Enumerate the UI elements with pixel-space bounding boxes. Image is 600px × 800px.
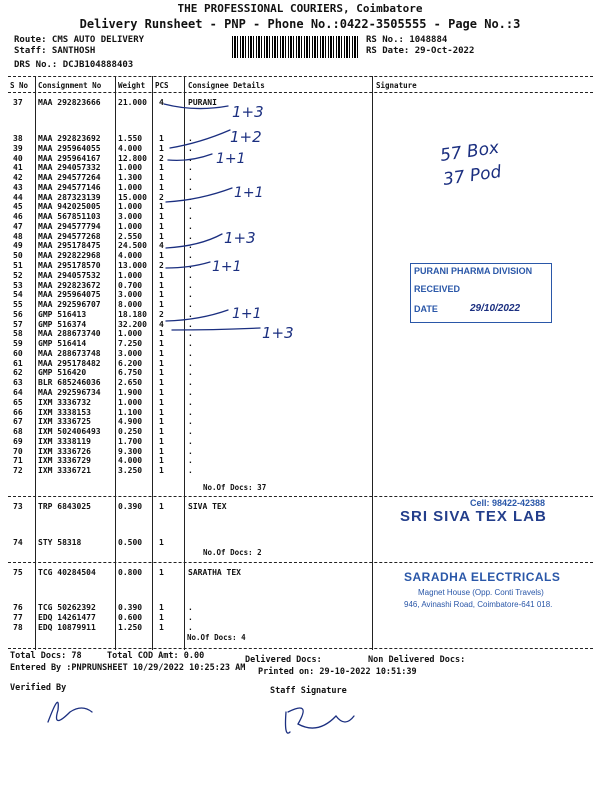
sno-cell: 39: [13, 143, 23, 153]
saradha-stamp-line1: Magnet House (Opp. Conti Travels): [418, 588, 544, 597]
sno-cell: 57: [13, 319, 23, 329]
pcs-cell: 1: [159, 417, 164, 427]
sno-cell: 67: [13, 417, 23, 427]
delivered-docs: Delivered Docs:: [245, 655, 322, 665]
verified-by-label: Verified By: [10, 683, 67, 693]
weight-cell: 32.200: [118, 319, 147, 329]
sno-cell: 75: [13, 568, 23, 577]
consignment-cell: MAA 292823672: [38, 280, 101, 290]
sno-cell: 63: [13, 378, 23, 388]
purani-date-label: DATE: [414, 304, 438, 314]
drs-number: DRS No.: DCJB104888403: [14, 60, 134, 70]
weight-cell: 9.300: [118, 446, 143, 456]
pcs-cell: 1: [159, 202, 164, 212]
weight-cell: 15.000: [118, 192, 147, 202]
consignee-cell: .: [188, 623, 193, 632]
consignee-cell: .: [188, 603, 193, 612]
annotation-text: 1+1: [234, 185, 264, 201]
pcs-cell: 1: [159, 538, 164, 547]
consignment-cell: MAA 295178475: [38, 241, 101, 251]
weight-cell: 1.000: [118, 163, 143, 173]
consignee-cell: .: [188, 339, 193, 349]
weight-cell: 1.550: [118, 134, 143, 143]
weight-cell: 6.750: [118, 368, 143, 378]
weight-cell: 18.180: [118, 309, 147, 319]
consignment-cell: MAA 292596707: [38, 300, 101, 310]
consignee-cell: .: [188, 407, 193, 417]
pcs-cell: 1: [159, 251, 164, 261]
pcs-cell: 2: [159, 309, 164, 319]
weight-cell: 0.390: [118, 502, 143, 511]
sno-cell: 37: [13, 98, 23, 107]
printed-on: Printed on: 29-10-2022 10:51:39: [258, 667, 417, 677]
pcs-cell: 1: [159, 623, 164, 632]
weight-cell: 1.100: [118, 407, 143, 417]
weight-cell: 24.500: [118, 241, 147, 251]
weight-cell: 0.600: [118, 613, 143, 622]
consignee-cell: .: [188, 348, 193, 358]
consignee-cell: .: [188, 173, 193, 183]
consignment-cell: MAA 295178482: [38, 358, 101, 368]
pcs-cell: 1: [159, 182, 164, 192]
pen-stroke: [170, 130, 230, 148]
sno-cell: 62: [13, 368, 23, 378]
consignment-cell: MAA 294057532: [38, 270, 101, 280]
consignment-cell: GMP 516414: [38, 339, 87, 349]
pcs-cell: 1: [159, 378, 164, 388]
pcs-cell: 1: [159, 173, 164, 183]
sno-cell: 70: [13, 446, 23, 456]
annotation-text: 1+1: [216, 151, 246, 167]
consignment-cell: MAA 292822968: [38, 251, 101, 261]
consignee-cell: .: [188, 251, 193, 261]
pcs-cell: 1: [159, 221, 164, 231]
weight-cell: 1.000: [118, 221, 143, 231]
consignment-cell: IXM 3336721: [38, 466, 91, 476]
consignee-cell: SIVA TEX: [188, 502, 227, 511]
annotation-text: 1+1: [232, 306, 262, 322]
sno-cell: 72: [13, 466, 23, 476]
consignee-cell: .: [188, 300, 193, 310]
pcs-cell: 1: [159, 388, 164, 398]
pcs-cell: 1: [159, 436, 164, 446]
sno-cell: 53: [13, 280, 23, 290]
consignment-cell: MAA 288673748: [38, 348, 101, 358]
header-weight: Weight: [118, 81, 146, 90]
consignee-cell: .: [188, 613, 193, 622]
sno-cell: 73: [13, 502, 23, 511]
header-signature: Signature: [376, 81, 417, 90]
header-pcs: PCS: [155, 81, 169, 90]
sno-cell: 64: [13, 388, 23, 398]
consignee-cell: .: [188, 309, 193, 319]
consignment-cell: MAA 288673740: [38, 329, 101, 339]
consignment-cell: GMP 516374: [38, 319, 87, 329]
consignee-cell: .: [188, 388, 193, 398]
weight-cell: 2.650: [118, 378, 143, 388]
sno-cell: 46: [13, 212, 23, 222]
pcs-cell: 1: [159, 143, 164, 153]
consignment-cell: STY 58318: [38, 538, 82, 547]
consignee-cell: .: [188, 231, 193, 241]
consignment-cell: MAA 294057332: [38, 163, 101, 173]
saradha-stamp-line2: 946, Avinashi Road, Coimbatore-641 018.: [404, 600, 553, 609]
consignee-cell: .: [188, 329, 193, 339]
consignment-cell: MAA 294577794: [38, 221, 101, 231]
sno-cell: 50: [13, 251, 23, 261]
consignment-cell: BLR 685246036: [38, 378, 101, 388]
sno-cell: 77: [13, 613, 23, 622]
consignee-cell: .: [188, 182, 193, 192]
pcs-cell: 2: [159, 261, 164, 270]
annotation-note: 57 Box: [438, 137, 501, 166]
consignment-cell: IXM 502406493: [38, 427, 101, 437]
route-label: Route: CMS AUTO DELIVERY: [14, 35, 145, 45]
pen-stroke: [166, 310, 228, 321]
pcs-cell: 1: [159, 270, 164, 280]
weight-cell: 0.390: [118, 603, 143, 612]
consignee-cell: .: [188, 417, 193, 427]
pen-stroke: [166, 231, 222, 251]
consignee-cell: .: [188, 446, 193, 456]
consignee-cell: .: [188, 202, 193, 212]
pcs-cell: 1: [159, 427, 164, 437]
docs-count: No.Of Docs: 4: [187, 633, 246, 642]
consignee-cell: .: [188, 436, 193, 446]
consignment-cell: MAA 295178570: [38, 261, 101, 270]
consignee-cell: .: [188, 378, 193, 388]
consignee-cell: .: [188, 212, 193, 222]
consignment-cell: MAA 294577268: [38, 231, 101, 241]
saradha-stamp-name: SARADHA ELECTRICALS: [404, 570, 561, 584]
pcs-cell: 1: [159, 613, 164, 622]
weight-cell: 3.000: [118, 212, 143, 222]
sno-cell: 76: [13, 603, 23, 612]
weight-cell: 21.000: [118, 98, 147, 107]
sno-cell: 44: [13, 192, 23, 202]
consignee-cell: .: [188, 427, 193, 437]
pen-stroke: [164, 104, 228, 109]
sno-cell: 65: [13, 397, 23, 407]
consignee-cell: .: [188, 358, 193, 368]
consignment-cell: MAA 295964167: [38, 153, 101, 163]
rs-date: RS Date: 29-Oct-2022: [366, 46, 475, 56]
weight-cell: 7.250: [118, 339, 143, 349]
header-consignee: Consignee Details: [188, 81, 265, 90]
consignment-cell: TCG 50262392: [38, 603, 96, 612]
pcs-cell: 1: [159, 568, 164, 577]
entered-by: Entered By :PNPRUNSHEET 10/29/2022 10:25:23 AM: [10, 663, 246, 673]
weight-cell: 4.000: [118, 456, 143, 466]
sno-cell: 56: [13, 309, 23, 319]
pcs-cell: 1: [159, 134, 164, 143]
header-sno: S No: [10, 81, 29, 90]
consignment-cell: IXM 3336729: [38, 456, 91, 466]
pcs-cell: 1: [159, 358, 164, 368]
pcs-cell: 1: [159, 300, 164, 310]
consignment-cell: IXM 3338119: [38, 436, 91, 446]
staff-signature-label: Staff Signature: [270, 686, 347, 696]
pcs-cell: 4: [159, 241, 164, 251]
annotation-text: 1+2: [230, 128, 262, 146]
sno-cell: 71: [13, 456, 23, 466]
pcs-cell: 1: [159, 290, 164, 300]
total-docs: Total Docs: 78: [10, 651, 82, 661]
weight-cell: 1.000: [118, 329, 143, 339]
consignment-cell: MAA 295964055: [38, 143, 101, 153]
docs-count: No.Of Docs: 2: [203, 548, 262, 557]
sno-cell: 68: [13, 427, 23, 437]
pcs-cell: 1: [159, 368, 164, 378]
pcs-cell: 1: [159, 397, 164, 407]
weight-cell: 8.000: [118, 300, 143, 310]
non-delivered-docs: Non Delivered Docs:: [368, 655, 466, 665]
consignment-cell: MAA 294577264: [38, 173, 101, 183]
weight-cell: 1.700: [118, 436, 143, 446]
annotation-text: 1+3: [224, 229, 256, 247]
weight-cell: 1.000: [118, 270, 143, 280]
pcs-cell: 1: [159, 407, 164, 417]
pcs-cell: 2: [159, 192, 164, 202]
docs-count: No.Of Docs: 37: [203, 483, 267, 492]
consignee-cell: .: [188, 466, 193, 476]
consignee-cell: .: [188, 368, 193, 378]
weight-cell: 1.000: [118, 202, 143, 212]
consignee-cell: .: [188, 163, 193, 173]
consignee-cell: .: [188, 280, 193, 290]
sno-cell: 60: [13, 348, 23, 358]
report-subtitle: Delivery Runsheet - PNP - Phone No.:0422-3505555 - Page No.:3: [79, 17, 521, 31]
pen-stroke: [168, 154, 212, 160]
sno-cell: 47: [13, 221, 23, 231]
weight-cell: 4.000: [118, 143, 143, 153]
sno-cell: 54: [13, 290, 23, 300]
consignment-cell: MAA 567851103: [38, 212, 101, 222]
staff-signature: [286, 708, 355, 733]
sno-cell: 42: [13, 173, 23, 183]
weight-cell: 12.800: [118, 153, 147, 163]
weight-cell: 1.250: [118, 623, 143, 632]
consignment-cell: TRP 6843025: [38, 502, 91, 511]
weight-cell: 1.300: [118, 173, 143, 183]
purani-received-label: RECEIVED: [414, 284, 461, 294]
verified-signature: [48, 702, 92, 722]
weight-cell: 0.800: [118, 568, 143, 577]
annotation-note: 37 Pod: [441, 162, 503, 190]
weight-cell: 13.000: [118, 261, 147, 270]
consignment-cell: IXM 3336732: [38, 397, 91, 407]
sno-cell: 78: [13, 623, 23, 632]
weight-cell: 1.000: [118, 397, 143, 407]
consignment-cell: IXM 3338153: [38, 407, 91, 417]
weight-cell: 0.500: [118, 538, 143, 547]
sno-cell: 69: [13, 436, 23, 446]
sno-cell: 41: [13, 163, 23, 173]
total-cod: Total COD Amt: 0.00: [107, 651, 205, 661]
consignment-cell: MAA 292596734: [38, 388, 101, 398]
sno-cell: 66: [13, 407, 23, 417]
pcs-cell: 1: [159, 212, 164, 222]
pcs-cell: 1: [159, 466, 164, 476]
sno-cell: 74: [13, 538, 23, 547]
consignee-cell: .: [188, 134, 193, 143]
consignment-cell: MAA 294577146: [38, 182, 101, 192]
siva-stamp-phone: Cell: 98422-42388: [470, 498, 546, 508]
sno-cell: 43: [13, 182, 23, 192]
consignee-cell: .: [188, 143, 193, 153]
pcs-cell: 1: [159, 456, 164, 466]
pen-stroke: [166, 188, 232, 202]
pen-stroke: [172, 328, 260, 330]
weight-cell: 0.250: [118, 427, 143, 437]
pcs-cell: 1: [159, 329, 164, 339]
consignment-cell: IXM 3336725: [38, 417, 91, 427]
consignee-cell: .: [188, 153, 193, 163]
pcs-cell: 1: [159, 603, 164, 612]
consignment-cell: MAA 287323139: [38, 192, 101, 202]
annotation-text: 1+3: [232, 103, 264, 121]
sno-cell: 45: [13, 202, 23, 212]
report-title: THE PROFESSIONAL COURIERS, Coimbatore: [177, 2, 423, 15]
pcs-cell: 1: [159, 348, 164, 358]
consignee-cell: .: [188, 456, 193, 466]
pcs-cell: 1: [159, 231, 164, 241]
sno-cell: 61: [13, 358, 23, 368]
consignee-cell: .: [188, 192, 193, 202]
weight-cell: 4.900: [118, 417, 143, 427]
weight-cell: 6.200: [118, 358, 143, 368]
sno-cell: 58: [13, 329, 23, 339]
weight-cell: 4.000: [118, 251, 143, 261]
consignment-cell: MAA 295964075: [38, 290, 101, 300]
consignee-cell: PURANI: [188, 98, 217, 107]
sno-cell: 55: [13, 300, 23, 310]
weight-cell: 3.250: [118, 466, 143, 476]
pcs-cell: 4: [159, 319, 164, 329]
annotation-text: 1+3: [262, 324, 294, 342]
sno-cell: 38: [13, 134, 23, 143]
consignment-cell: MAA 292823692: [38, 134, 101, 143]
pcs-cell: 1: [159, 502, 164, 511]
consignment-cell: MAA 292823666: [38, 98, 101, 107]
weight-cell: 2.550: [118, 231, 143, 241]
sno-cell: 59: [13, 339, 23, 349]
annotation-text: 1+1: [212, 259, 242, 275]
siva-stamp-name: SRI SIVA TEX LAB: [400, 508, 547, 525]
rs-number: RS No.: 1048884: [366, 35, 448, 45]
consignment-cell: MAA 942025005: [38, 202, 101, 212]
pcs-cell: 1: [159, 446, 164, 456]
purani-stamp-title: PURANI PHARMA DIVISION: [414, 266, 533, 276]
consignment-cell: GMP 516420: [38, 368, 87, 378]
staff-label: Staff: SANTHOSH: [14, 46, 96, 56]
consignee-cell: .: [188, 319, 193, 329]
consignment-cell: EDQ 14261477: [38, 613, 96, 622]
pcs-cell: 2: [159, 153, 164, 163]
sno-cell: 51: [13, 261, 23, 270]
sno-cell: 40: [13, 153, 23, 163]
weight-cell: 1.000: [118, 182, 143, 192]
weight-cell: 0.700: [118, 280, 143, 290]
pcs-cell: 4: [159, 98, 164, 107]
pcs-cell: 1: [159, 163, 164, 173]
consignee-cell: .: [188, 241, 193, 251]
header-consignment: Consignment No: [38, 81, 102, 90]
weight-cell: 1.900: [118, 388, 143, 398]
consignee-cell: .: [188, 261, 193, 270]
purani-date-value: 29/10/2022: [470, 303, 521, 314]
consignment-cell: IXM 3336726: [38, 446, 91, 456]
weight-cell: 3.000: [118, 348, 143, 358]
consignee-cell: .: [188, 397, 193, 407]
pen-stroke: [166, 262, 210, 268]
consignment-cell: EDQ 10879911: [38, 623, 96, 632]
consignee-cell: .: [188, 290, 193, 300]
consignee-cell: .: [188, 270, 193, 280]
consignment-cell: TCG 40284504: [38, 568, 96, 577]
consignment-cell: GMP 516413: [38, 309, 87, 319]
pcs-cell: 1: [159, 280, 164, 290]
consignee-cell: .: [188, 221, 193, 231]
consignee-cell: SARATHA TEX: [188, 568, 241, 577]
sno-cell: 48: [13, 231, 23, 241]
sno-cell: 49: [13, 241, 23, 251]
weight-cell: 3.000: [118, 290, 143, 300]
pcs-cell: 1: [159, 339, 164, 349]
sno-cell: 52: [13, 270, 23, 280]
